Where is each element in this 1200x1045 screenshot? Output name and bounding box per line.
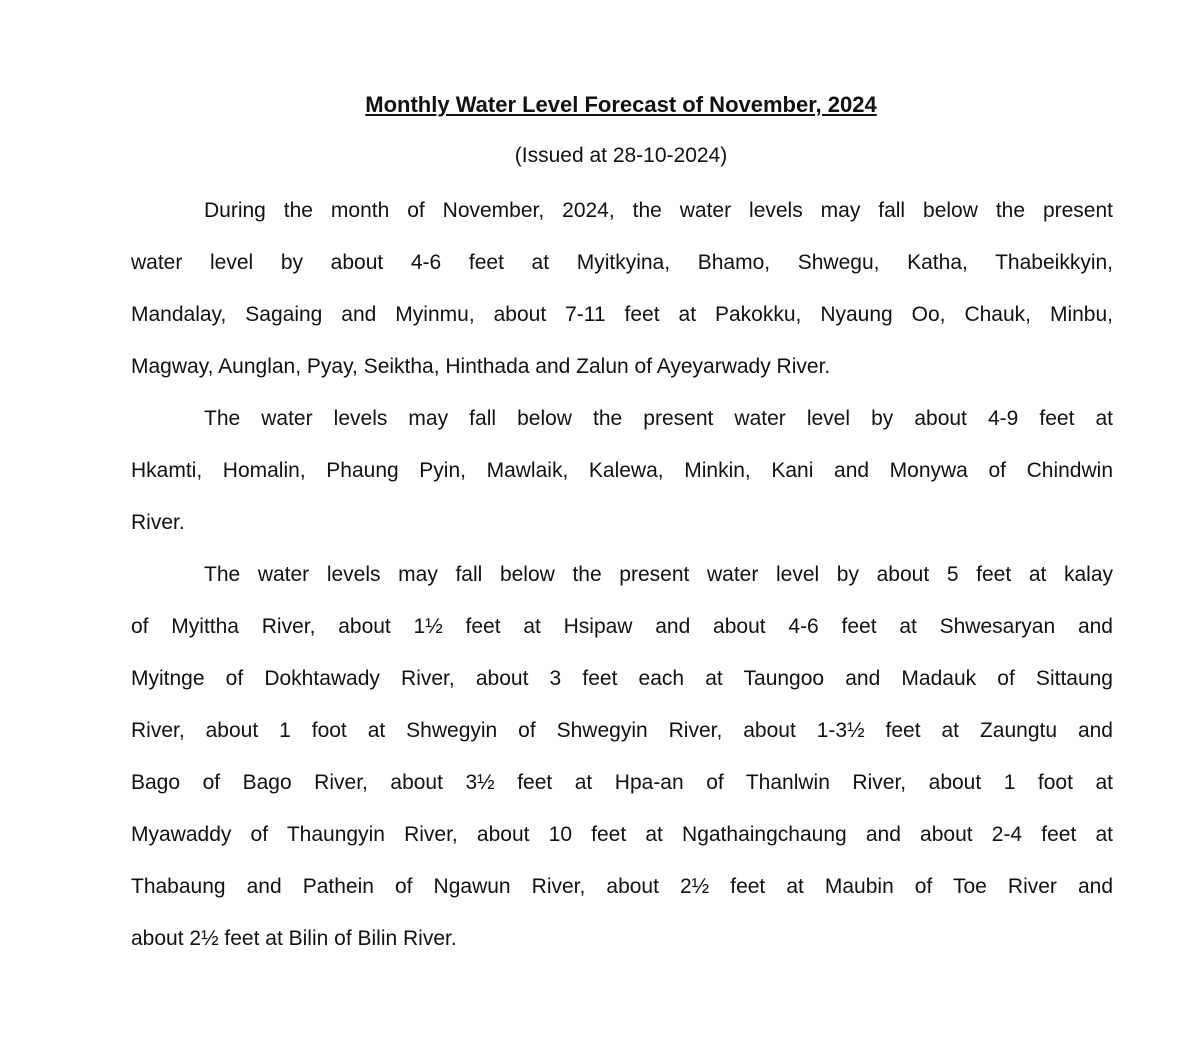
text-line: During the month of November, 2024, the water levels may fall below the present <box>204 199 1113 222</box>
text-line: of Myittha River, about 1½ feet at Hsipaw and about 4-6 feet at Shwesaryan and <box>131 615 1113 638</box>
text-line: Thabaung and Pathein of Ngawun River, about 2½ feet at Maubin of Toe River and <box>131 875 1113 898</box>
issued-date: (Issued at 28-10-2024) <box>514 144 728 167</box>
document-body <box>131 185 1113 965</box>
paragraph-chindwin <box>131 393 1113 549</box>
text-line: The water levels may fall below the present water level by about 5 feet at kalay <box>204 563 1113 586</box>
text-line: Hkamti, Homalin, Phaung Pyin, Mawlaik, Kalewa, Minkin, Kani and Monywa of Chindwin <box>131 459 1113 482</box>
text-line: River. <box>131 511 185 534</box>
text-line: about 2½ feet at Bilin of Bilin River. <box>131 927 457 950</box>
text-line: Myitnge of Dokhtawady River, about 3 feet each at Taungoo and Madauk of Sittaung <box>131 667 1113 690</box>
text-line: water level by about 4-6 feet at Myitkyina, Bhamo, Shwegu, Katha, Thabeikkyin, <box>131 251 1113 274</box>
text-line: Bago of Bago River, about 3½ feet at Hpa-an of Thanlwin River, about 1 foot at <box>131 771 1113 794</box>
paragraph-other-rivers <box>131 549 1113 965</box>
document-title: Monthly Water Level Forecast of November, 2024 <box>365 92 877 117</box>
text-line: The water levels may fall below the present water level by about 4-9 feet at <box>204 407 1113 430</box>
text-line: Myawaddy of Thaungyin River, about 10 feet at Ngathaingchaung and about 2-4 feet at <box>131 823 1113 846</box>
paragraph-ayeyarwady <box>131 185 1113 393</box>
text-line: Magway, Aunglan, Pyay, Seiktha, Hinthada and Zalun of Ayeyarwady River. <box>131 355 831 378</box>
text-line: Mandalay, Sagaing and Myinmu, about 7-11 feet at Pakokku, Nyaung Oo, Chauk, Minbu, <box>131 303 1113 326</box>
text-line: River, about 1 foot at Shwegyin of Shwegyin River, about 1-3½ feet at Zaungtu and <box>131 719 1113 742</box>
